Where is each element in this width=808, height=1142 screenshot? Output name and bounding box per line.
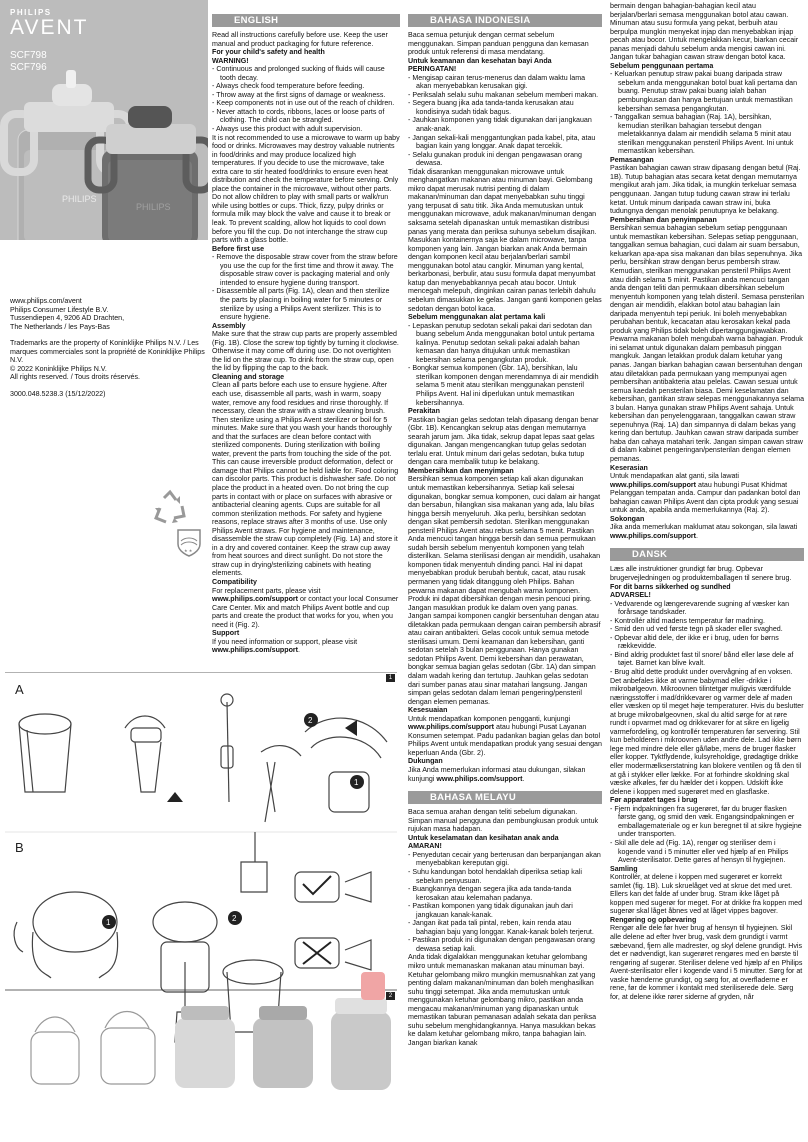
document-code: 3000.048.5238.3 (15/12/2022) bbox=[10, 389, 106, 398]
dansk-intro: Læs alle instruktioner grundigt før brug. Opbevar brugervejledningen og produktemballagen til senere brug. bbox=[610, 565, 792, 582]
support-link[interactable]: www.philips.com/support bbox=[610, 480, 697, 489]
list-item: - Fjern indpakningen fra sugerøret, før du bruger flasken første gang, og smid den væk. Engangsindpakningen er emballagematerialе og er kun beregnet til at sikre hygiejne under transporten. bbox=[610, 805, 804, 839]
dansk-cleaning-heading: Rengøring og opbevaring bbox=[610, 915, 697, 924]
svg-text:2: 2 bbox=[232, 914, 237, 923]
dansk-warning-list bbox=[610, 600, 804, 677]
english-first-use-heading: Before first use bbox=[212, 244, 265, 253]
english-assembly-heading: Assembly bbox=[212, 321, 246, 330]
dansk-assembly-heading: Samling bbox=[610, 864, 638, 873]
dansk-warning-heading: ADVARSEL! bbox=[610, 591, 651, 600]
list-item: - Periksalah selalu suhu makanan sebelum memberi makan. bbox=[408, 91, 602, 100]
melayu-first-use-heading: Sebelum penggunaan pertama bbox=[610, 61, 714, 70]
melayu-continued-text: bermain dengan bahagian-bahagian kecil atau berjalan/berlari semasa menggunakan botol atau cawan. Minuman atau susu formula yang pekat, berbuih atau berpulpa mungkin menyekat injap dan menyebabkan injap pecah atau bocor. Untuk mengelakkan kecur, biarkan cecair panas menjadi dahulu sebelum anda mengisi cawan ini. Jangan tukar bahagian cawan straw dengan botol kaca. bbox=[610, 2, 799, 62]
text: Jika anda memerlukan maklumat atau sokongan, sila lawati bbox=[610, 523, 798, 532]
text: atau hubungi Pusat Layanan Konsumen setempat. Padu padankan bagian gelas dan botol Philips Avent untuk mendapatkan produk yang sesuai dengan keperluan Anda (Gbr. 2). bbox=[408, 723, 602, 757]
indonesia-cleaning-heading: Membersihkan dan menyimpan bbox=[408, 466, 514, 475]
indonesia-warning-heading: PERINGATAN! bbox=[408, 65, 457, 74]
list-item: - Continuous and prolonged sucking of fluids will cause tooth decay. bbox=[212, 65, 400, 82]
text: . bbox=[298, 646, 301, 654]
list-item: - Always check food temperature before feeding. bbox=[212, 82, 400, 91]
list-item: - Mengisap cairan terus-menerus dan dalam waktu lama akan menyebabkan kerusakan gigi. bbox=[408, 74, 602, 91]
english-header: ENGLISH bbox=[212, 14, 400, 27]
text: or contact your local Consumer Care Center. Mix and match Philips Avent bottle and cup parts and create the product that works for you, when you need it (Fig. 2). bbox=[212, 595, 399, 629]
figure-number-2: 2 bbox=[386, 992, 395, 1000]
text: atau hubungi Pusat Khidmat Pelanggan tempatan anda. Campur dan padankan botol dan bahagian cawan Philips Avent dan cipta produk yang sesuai untuk anda, apabila anda memerlukannya (Raj. 2). bbox=[610, 480, 801, 515]
text: Untuk mendapatkan alat ganti, sila lawati bbox=[610, 472, 739, 481]
brand-logo: AVENT bbox=[10, 16, 89, 39]
support-link[interactable]: www.philips.com/support bbox=[436, 774, 523, 783]
english-first-use-list bbox=[212, 253, 400, 321]
list-item: - Pastikan komponen yang tidak digunakan jauh dari jangkauan kanak-kanak. bbox=[408, 902, 602, 919]
list-item: - Jauhkan komponen yang tidak digunakan dari jangkauan anak-anak. bbox=[408, 116, 602, 133]
figure-number-1: 1 bbox=[386, 674, 395, 682]
list-item: - Tanggalkan semua bahagian (Raj. 1A), bersihkan, kemudian sterilkan bahagian tersebut dengan meletakkannya dalam air mendidih selama 5 minit atau sterilkan menggunakan pensteril Philips Avent. Ini untuk memastikan kebersihan. bbox=[610, 113, 804, 156]
melayu-cleaning-text: Bersihkan semua bahagian sebelum setiap penggunaan untuk memastikan kebersihan. Selepas setiap penggunaan, tanggalkan semua bahagian, cuci dalam air suam bersabun, keluarkan apa-apa sisa makanan dan bilas sepenuhnya. Jika perlu, bersihkan straw dengan berus pembersih straw. Kemudian, sterilkan menggunakan pensteril Philips Avent atau didih selama 5 minit. Pastikan anda mencuci tangan anda dengan teliti dan permukaan dibersihkan sebelum menyentuh komponen yang telah disteril. Semasa pensterilan dengan air mendidih, elakkan botol atau bahagian lain daripada menyentuh tepi periuk. Ini boleh menyebabkan perubahan bentuk, kecacatan atau kerosakan kekal pada produk yang Philips tidak boleh dipertanggungjawabkan. Pewarna makanan boleh mengubah warna bahagian. Produk ini selamat untuk digunakan dalam pembasuh pinggan mangkuk. Jangan letakkan produk dalam ketuhar yang panas. Jangan biarkan bahagian cawan bersentuhan dengan atau diletakkan pada permukaan yang mempunyai agen pembersihan antibakteria atau pelelas. Cawan sesuai untuk semua kaedah pensterilan biasa. Demi keselamatan dan kebersihan, gantikan straw selepas menggunakannya selama 3 bulan. Hanya gunakan straw Philips Avent sahaja. Untuk kebersihan dan penyelenggaraan, tanggalkan cawan straw sepenuhnya (Raj. 1A) dan simpannya di dalam bekas yang kering dan bertutup. Jauhkan cawan straw daripada sumber haba dan cahaya matahari terik. Jangan simpan cawan straw di dalam kabinet pengeringan/pensterilan dengan elemen pemanas. bbox=[610, 224, 804, 463]
english-cleaning-heading: Cleaning and storage bbox=[212, 372, 285, 381]
figure-label-a: A bbox=[15, 682, 24, 697]
list-item: - Smid den ud ved første tegn på skader eller svaghed. bbox=[610, 625, 804, 634]
melayu-cleaning-heading: Pembersihan dan penyimpanan bbox=[610, 215, 717, 224]
list-item: - Vedvarende og længerevarende sugning af væsker kan forårsage tandskader. bbox=[610, 600, 804, 617]
svg-text:★ ★: ★ ★ bbox=[184, 548, 193, 553]
list-item: - Disassemble all parts (Fig. 1A), clean and then sterilize the parts by placing in boiling water for 5 minutes or sterilize by using a Philips Avent sterilizer. This is to ensure hygiene. bbox=[212, 287, 400, 321]
list-item: - Keluarkan penutup straw pakai buang daripada straw sebelum anda menggunakan botol buat kali pertama dan buang. Penutup straw pakai buang ialah bahan pembungkusan dan hanya bertujuan untuk memastikan kebersihan semasa pengangkutan. bbox=[610, 70, 804, 113]
philips-shield-icon bbox=[176, 528, 202, 558]
trademark-note: Trademarks are the property of Koninklijke Philips N.V. / Les marques commerciales sont la propriété de Koninklijke Philips N.V. bbox=[10, 339, 205, 365]
dansk-header: DANSK bbox=[610, 548, 804, 561]
dansk-safety-heading: For dit barns sikkerhed og sundhed bbox=[610, 582, 731, 591]
list-item: - Buangkannya dengan segera jika ada tanda-tanda kerosakan atau kelemahan padanya. bbox=[408, 885, 602, 902]
list-item: - Always use this product with adult supervision. bbox=[212, 125, 400, 134]
melayu-intro: Baca semua arahan dengan teliti sebelum digunakan. Simpan manual pengguna dan pembungkusan produk untuk rujukan masa hadapan. bbox=[408, 808, 599, 834]
melayu-assembly-text: Pastikan bahagian cawan straw dipasang dengan betul (Raj. 1B). Tutup bahagian atas secara ketat dengan memutarnya mengikut arah jam. Jika tidak, ia mungkin terkeluar semasa penggunaan. Jangan tutup tudung cawan straw ini terlalu ketat. Untuk minum daripada cawan straw ini, buka tudungnya dengan menolak penutupnya ke belakang. bbox=[610, 164, 801, 216]
svg-text:1: 1 bbox=[106, 918, 111, 927]
english-cleaning-text: Clean all parts before each use to ensure hygiene. After each use, disassemble all parts, wash in warm, soapy water, remove any food residues and rinse thoroughly. If necessary, clean the straw with a straw cleaning brush. Then sterilize using a Philips Avent sterilizer or boil for 5 minutes. Make sure that you wash your hands thoroughly and that the surfaces are clean before contact with sterilized components. During sterilization with boiling water, prevent the parts from touching the side of the pot. This can cause irreversible product deformation, defect or damage that Philips cannot be held liable for. Food coloring can discolor parts. This product is dishwasher safe. Do not place the product in a heated oven. Do not bring the cup parts in contact with or place on surfaces with abrasive or antibacterial cleaning agents. Cups are suitable for all common sterilization methods. For safety and hygiene reasons, replace straws after 3 months of use. Use only Philips Avent straws. For hygiene and maintenance, disassemble the straw cup completely (Fig. 1A) and store it in a dry and covered container. Keep the straw cup away from heat sources and direct sunlight. Do not store the straw cup in drying/sterilizing cabinets with heating elements. bbox=[212, 381, 399, 578]
svg-text:1: 1 bbox=[354, 778, 359, 787]
company-info bbox=[10, 297, 210, 398]
english-section bbox=[212, 14, 400, 654]
melayu-compat-text bbox=[610, 472, 804, 515]
list-item: - Jangan sekali-kali menggantungkan pada kabel, pita, atau bagian kain yang longgar. Anak dapat tercekik. bbox=[408, 134, 602, 151]
list-item: - Keep components not in use out of the reach of children. bbox=[212, 99, 400, 108]
list-item: - Never attach to cords, ribbons, laces or loose parts of clothing. The child can be strangled. bbox=[212, 108, 400, 125]
english-assembly-text: Make sure that the straw cup parts are properly assembled (Fig. 1B). Close the screw top tightly by turning it clockwise. Otherwise it may come off during use. Do not overtighten the lid on the straw cup. To drink from the straw cup, open the lid by flipping the cap to the back. bbox=[212, 330, 399, 373]
indonesia-support-heading: Dukungan bbox=[408, 757, 443, 766]
melayu-support-heading: Sokongan bbox=[610, 514, 645, 523]
list-item: - Suhu kandungan botol hendaklah diperiksa setiap kali sebelum penyusuan. bbox=[408, 868, 602, 885]
english-microwave-text: It is not recommended to use a microwave to warm up baby food or drinks. Microwaves may destroy valuable nutrients in food/drinks and may produce localized high temperatures. If you decide to use the microwave, take extra care to stir heated food/drinks to ensure even heat distribution and check the temperature before serving. Only place the container in the microwave, without other parts. Do not allow children to play with small parts or walk/run while using bottles or cups. Thick, fizzy, pulpy drinks or formula milk may block the valve and cause it to break or leak. To prevent scalding, allow hot liquids to cool down before you fill the cup. Do not interchange the straw cup parts with a glass bottle. bbox=[212, 133, 400, 245]
list-item: - Remove the disposable straw cover from the straw before you use the cup for the first time and throw it away. The disposable straw cover is packaging material and only intended to ensure hygiene during transport. bbox=[212, 253, 400, 287]
melayu-first-use-list bbox=[610, 70, 804, 155]
recycle-icon bbox=[150, 488, 190, 528]
indonesia-warning-list bbox=[408, 74, 602, 168]
list-item: - Penyedutan cecair yang berterusan dan berpanjangan akan menyebabkan kereputan gigi. bbox=[408, 851, 602, 868]
english-support-text bbox=[212, 638, 400, 654]
svg-text:PHILIPS: PHILIPS bbox=[136, 202, 171, 212]
support-link[interactable]: www.philips.com/support bbox=[212, 595, 299, 604]
english-support-heading: Support bbox=[212, 629, 240, 638]
figure-1-panel bbox=[5, 672, 397, 1094]
model-1: SCF798 bbox=[10, 50, 47, 61]
support-link[interactable]: www.philips.com/support bbox=[610, 531, 697, 540]
svg-text:PHILIPS: PHILIPS bbox=[62, 194, 97, 204]
indonesia-cleaning-text: Bersihkan semua komponen setiap kali akan digunakan untuk memastikan kebersihannya. Setiap kali selesai digunakan, bongkar semua komponen, cuci dalam air hangat dan bersabun, hilangkan sisa makanan yang ada, lalu bilas hingga bersih menyeluruh. Jika perlu, bersihkan sedotan dengan sikat pembersih sedotan. Sterilkan menggunakan pensteril Philips Avent atau rebus selama 5 menit. Pastikan Anda mencuci tangan hingga bersih dan semua permukaan sudah bersih sebelum menyentuh komponen yang telah disterilkan. Selama sterilisasi dengan air mendidih, usahakan komponen tidak menyentuh dinding panci. Hal ini dapat menyebabkan produk berubah bentuk, cacat, atau rusak permanen yang tidak ditanggung oleh Philips. Bahan pewarna makanan dapat mengubah warna komponen. Produk ini dapat dibersihkan dengan mesin pencuci piring. Jangan masukkan produk ke dalam oven yang panas. Jangan sampai komponen cangkir bersentuhan dengan atau diletakkan pada permukaan dengan cairan pembersih abrasif atau cairan antibakteri. Gelas cocok untuk semua metode sterilisasi umum. Demi keamanan dan kebersihan, ganti sedotan setelah 3 bulan penggunaan. Hanya gunakan sedotan Philips Avent. Demi kebersihan dan perawatan, bongkar semua bagian gelas sedotan (Gbr. 1A) dan simpan dalam wadah kering dan tertutup. Jauhkan gelas sedotan dari sumber panas atau sinar matahari langsung. Jangan simpan gelas sedotan dalam lemari pengering/pensteril dengan elemen pemanas. bbox=[408, 475, 601, 706]
melayu-header: BAHASA MELAYU bbox=[408, 791, 602, 804]
english-warning-list bbox=[212, 65, 400, 133]
indonesia-first-use-list bbox=[408, 322, 602, 407]
english-compat-text bbox=[212, 587, 400, 630]
english-safety-heading: For your child's safety and health bbox=[212, 48, 325, 57]
indonesia-compat-text bbox=[408, 715, 602, 758]
english-compat-heading: Compatibility bbox=[212, 578, 257, 586]
text: . bbox=[696, 531, 699, 540]
list-item: - Lepaskan penutup sedotan sekali pakai dari sedotan dan buang sebelum Anda menggunakan botol untuk pertama kalinya. Penutup sedotan sekali pakai adalah bahan kemasan dan hanya ditujukan untuk memastikan kebersihan selama pengangkutan produk. bbox=[408, 322, 602, 365]
indonesia-melayu-column bbox=[408, 14, 602, 1138]
melayu-safety-heading: Untuk keselamatan dan kesihatan anak anda bbox=[408, 833, 559, 842]
company-line-2: Tussendiepen 4, 9206 AD Drachten, bbox=[10, 314, 125, 323]
svg-text:2: 2 bbox=[308, 716, 313, 725]
dansk-assembly-text: Kontrollér, at delene i koppen med sugerøret er korrekt samlet (fig. 1B). Luk skruelåget ved at skrue det med uret. Ellers kan det falde af under brug. Stram ikke låget på koppen med sugerør for meget. For at drikke fra koppen med sugerør skal låget åbnes ved at låget vippes bagover. bbox=[610, 873, 803, 916]
list-item: - Kontrollér altid madens temperatur før madning. bbox=[610, 617, 804, 626]
melayu-support-text bbox=[610, 523, 804, 540]
dansk-microwave-text: Det anbefales ikke at varme babymad eller -drikke i mikrobølgeovn. Mikroovnen tilintetgør muligvis værdifulde næringsstoffer i mad/drikkevarer og varmer dele af maden eller væsken op til meget høje temperaturer. Hvis du beslutter at bruge mikrobølgeovnen, skal du altid sørge for at røre rundt i opvarmet mad og drikkevarer for at sikre en ligelig varmefordeling, og kontrollér temperaturen før servering. Stil kun beholderen i mikroovnen uden andre dele. Lad ikke børn lege med mindre dele eller gå/løbe, mens de bruger flasker eller kopper. Tyktflydende, kulsyreholdige, grødagtige drikke eller modermælkserstatning kan blokere ventilen og få den til at gå i stykker eller lække. For at forhindre skoldning skal væske afkøles, før du hælder det i koppen. Udskift ikke delene i koppen med sugerøret med en glasflaske. bbox=[610, 676, 804, 796]
melayu-dansk-column bbox=[610, 2, 804, 1126]
brand-block bbox=[10, 8, 88, 39]
company-line-1: Philips Consumer Lifestyle B.V. bbox=[10, 305, 109, 314]
indonesia-assembly-text: Pastikan bagian gelas sedotan telah dipasang dengan benar (Gbr. 1B). Kencangkan sekrup atas dengan memutarnya searah jarum jam. Jika tidak, sekrup dapat lepas saat gelas digunakan. Jangan mengencangkan tutup gelas sedotan terlalu erat. Untuk minum dari gelas sedotan, buka tutup dengan cara membalik tutup ke belakang. bbox=[408, 415, 599, 467]
list-item: - Skil alle dele ad (Fig. 1A), rengør og steriliser dem i kogende vand i 5 minutter eller ved hjælp af en Philips Avent-sterilisator. Dette gøres af hensyn til hygiejnen. bbox=[610, 839, 804, 865]
text: Untuk mendapatkan komponen pengganti, kunjungi bbox=[408, 714, 571, 723]
english-intro: Read all instructions carefully before use. Keep the user manual and product packaging for future reference. bbox=[212, 31, 388, 48]
rights-reserved: All rights reserved. / Tous droits réservés. bbox=[10, 373, 140, 382]
text: Jika Anda memerlukan informasi atau dukungan, silakan kunjungi bbox=[408, 766, 586, 783]
copyright: © 2022 Koninklijke Philips N.V. bbox=[10, 364, 107, 373]
dansk-cleaning-text: Rengør alle dele før hver brug af hensyn til hygiejnen. Skil alle delene ad efter hver brug, vask dem grundigt i varmt sæbevand, fjern alle madrester, og skyl delene grundigt. Hvis det er nødvendigt, kan sugerøret rengøres med en børste til rengøring af sugerør. Steriliser delene ved hjælp af en Philips Avent-sterilisator eller i kogende vand i 5 minutter. Sørg for at vaske hænderne grundigt, og sørg for, at overfladerne er rene, før de kommer i kontakt med steriliserede dele. Sørg for, at delene ikke rører siderne af gryden, når bbox=[610, 924, 803, 1001]
text: For replacement parts, please visit bbox=[212, 586, 321, 595]
melayu-warning-list bbox=[408, 851, 602, 954]
model-list bbox=[10, 50, 47, 74]
list-item: - Opbevar altid dele, der ikke er i brug, uden for børns rækkevidde. bbox=[610, 634, 804, 651]
english-warning-heading: WARNING! bbox=[212, 56, 249, 65]
text: If you need information or support, please visit bbox=[212, 637, 358, 646]
list-item: - Segera buang jika ada tanda-tanda kerusakan atau kondisinya sudah tidak bagus. bbox=[408, 99, 602, 116]
melayu-compat-heading: Keserasian bbox=[610, 463, 648, 472]
indonesia-first-use-heading: Sebelum menggunakan alat pertama kali bbox=[408, 313, 546, 322]
list-item: - Selalu gunakan produk ini dengan pengawasan orang dewasa. bbox=[408, 151, 602, 168]
indonesia-support-text bbox=[408, 766, 602, 783]
list-item: - Throw away at the first signs of damage or weakness. bbox=[212, 91, 400, 100]
melayu-assembly-heading: Pemasangan bbox=[610, 155, 654, 164]
list-item: - Bongkar semua komponen (Gbr. 1A), bersihkan, lalu sterilkan komponen dengan merendamnya di air mendidih selama 5 menit atau sterilkan menggunakan pensteril Philips Avent. Hal ini diperlukan untuk memastikan kebersihannya. bbox=[408, 364, 602, 407]
support-link[interactable]: www.philips.com/support bbox=[408, 723, 495, 732]
dansk-first-use-heading: Før apparatet tages i brug bbox=[610, 796, 698, 805]
list-item: - Pastikan produk ini digunakan dengan pengawasan orang dewasa setiap kali. bbox=[408, 936, 602, 953]
model-2: SCF796 bbox=[10, 62, 47, 73]
cover-panel bbox=[0, 0, 208, 240]
indonesia-microwave-text: Tidak disarankan menggunakan microwave untuk menghangatkan makanan atau minuman bayi. Gelombang mikro dapat merusak nutrisi penting di dalam makanan/minuman dan dapat menyebabkan suhu tinggi yang terpusat di satu titik. Jika Anda memutuskan untuk menggunakan microwave, aduk makanan/minuman dengan saksama setelah dipanaskan untuk memastikan distribusi panas yang merata dan periksa suhunya sebelum disajikan. Masukkan kontainernya saja ke dalam microwave, tanpa komponen yang lain. Jangan biarkan anak Anda bermain dengan komponen kecil atau berjalan/berlari sambil menggunakan botol atau cangkir. Minuman yang kental, berkarbonasi, berbulir, atau susu formula dapat menyumbat katup dan menyebabkannya pecah atau bocor. Untuk mencegah melepuh, dinginkan cairan panas terlebih dahulu sebelum dimasukkan ke gelas. Jangan ganti komponen gelas sedotan dengan botol kaca. bbox=[408, 167, 602, 313]
support-link[interactable]: www.philips.com/support bbox=[212, 646, 299, 654]
text: . bbox=[522, 774, 525, 783]
indonesia-header: BAHASA INDONESIA bbox=[408, 14, 602, 27]
melayu-warning-heading: AMARAN! bbox=[408, 842, 442, 851]
figure-1-illustration bbox=[5, 672, 397, 1094]
indonesia-intro: Baca semua petunjuk dengan cermat sebelum menggunakan. Simpan panduan pengguna dan kemasan produk untuk referensi di masa mendatang. bbox=[408, 31, 589, 57]
melayu-microwave-text: Anda tidak digalakkan menggunakan ketuhar gelombang mikro untuk memanaskan makanan atau minuman bayi. Ketuhar gelombang mikro mungkin memusnahkan zat yang penting dalam makanan/minuman dan boleh menghasilkan suhu tinggi setempat. Jika anda memutuskan untuk menggunakan ketuhar gelombang mikro, pastikan anda mengacau makanan/minuman yang dipanaskan untuk memastikan taburan pemanasan adalah sekata dan periksa suhu sebelum menghidangkannya. Hanya masukkan bekas ke dalam ketuhar gelombang mikro, tanpa bahagian lain. Jangan biarkan kanak bbox=[408, 953, 597, 1047]
dansk-first-use-list bbox=[610, 805, 804, 865]
figure-label-b: B bbox=[15, 840, 24, 855]
indonesia-compat-heading: Kesesuaian bbox=[408, 706, 448, 715]
brand-name: PHILIPS bbox=[10, 8, 52, 17]
list-item: - Jangan ikat pada tali pintal, reben, kain renda atau bahagian baju yang longgar. Kanak-kanak boleh terjerut. bbox=[408, 919, 602, 936]
company-url: www.philips.com/avent bbox=[10, 297, 82, 305]
indonesia-safety-heading: Untuk keamanan dan kesehatan bayi Anda bbox=[408, 56, 552, 65]
list-item: - Brug altid dette produkt under overvågning af en voksen. bbox=[610, 668, 804, 677]
indonesia-assembly-heading: Perakitan bbox=[408, 407, 440, 416]
list-item: - Bind aldrig produktet fast til snore/ bånd eller løse dele af tøjet. Barnet kan blive kvalt. bbox=[610, 651, 804, 668]
company-line-3: The Netherlands / les Pays-Bas bbox=[10, 322, 110, 331]
